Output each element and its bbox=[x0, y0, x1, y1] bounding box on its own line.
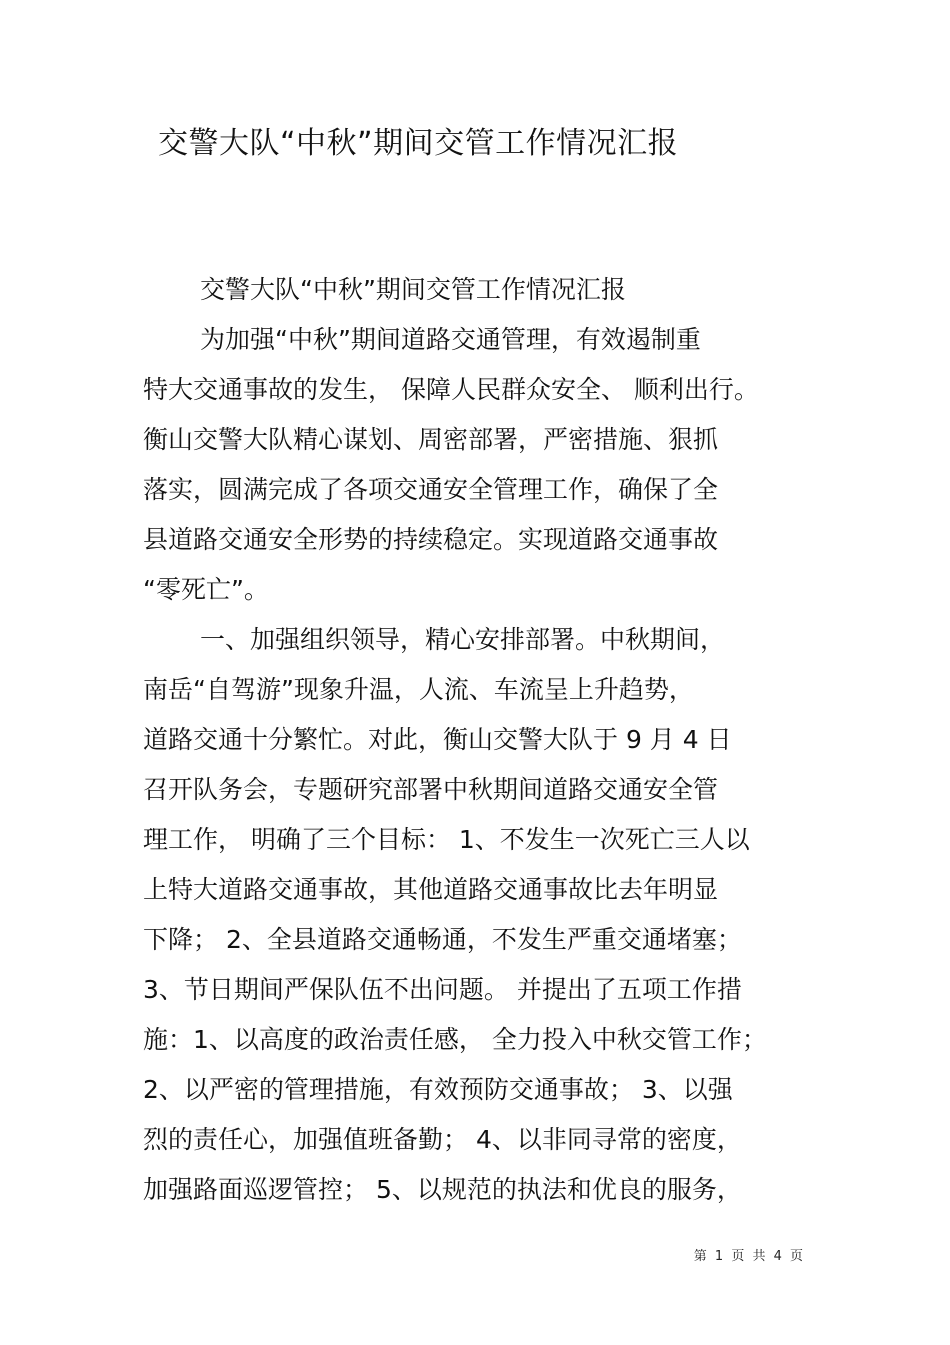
body-line: 县道路交通安全形势的持续稳定。实现道路交通事故 bbox=[143, 525, 719, 554]
body-line: 3、节日期间严保队伍不出问题。 并提出了五项工作措 bbox=[143, 975, 742, 1004]
body-line: 召开队务会，专题研究部署中秋期间道路交通安全管 bbox=[143, 775, 719, 804]
body-line: 特大交通事故的发生， 保障人民群众安全、 顺利出行。 bbox=[143, 375, 759, 404]
body-line: 2、以严密的管理措施，有效预防交通事故； 3、以强 bbox=[143, 1075, 733, 1104]
body-line: 下降； 2、全县道路交通畅通，不发生严重交通堵塞； bbox=[143, 925, 742, 954]
page-number-footer: 第 1 页 共 4 页 bbox=[693, 1249, 805, 1264]
body-line: 上特大道路交通事故，其他道路交通事故比去年明显 bbox=[143, 875, 719, 904]
body-line: 落实，圆满完成了各项交通安全管理工作，确保了全 bbox=[143, 475, 719, 504]
body-line: 施：1、以高度的政治责任感， 全力投入中秋交管工作； bbox=[143, 1025, 767, 1054]
body-line: 交警大队“中秋”期间交管工作情况汇报 bbox=[200, 275, 626, 304]
body-line: 烈的责任心，加强值班备勤； 4、以非同寻常的密度， bbox=[143, 1125, 742, 1154]
body-line: 为加强“中秋”期间道路交通管理，有效遏制重 bbox=[200, 325, 701, 354]
document-title: 交警大队“中秋”期间交管工作情况汇报 bbox=[158, 126, 679, 161]
body-line: “零死亡”。 bbox=[143, 575, 269, 604]
body-line: 理工作， 明确了三个目标： 1、不发生一次死亡三人以 bbox=[143, 825, 750, 854]
body-line: 一、加强组织领导，精心安排部署。中秋期间， bbox=[200, 625, 726, 654]
body-line: 衡山交警大队精心谋划、周密部署，严密措施、狠抓 bbox=[143, 425, 719, 454]
body-line: 道路交通十分繁忙。对此，衡山交警大队于 9 月 4 日 bbox=[143, 725, 732, 754]
body-line: 南岳“自驾游”现象升温，人流、车流呈上升趋势， bbox=[143, 675, 694, 704]
body-line: 加强路面巡逻管控； 5、以规范的执法和优良的服务， bbox=[143, 1175, 742, 1204]
